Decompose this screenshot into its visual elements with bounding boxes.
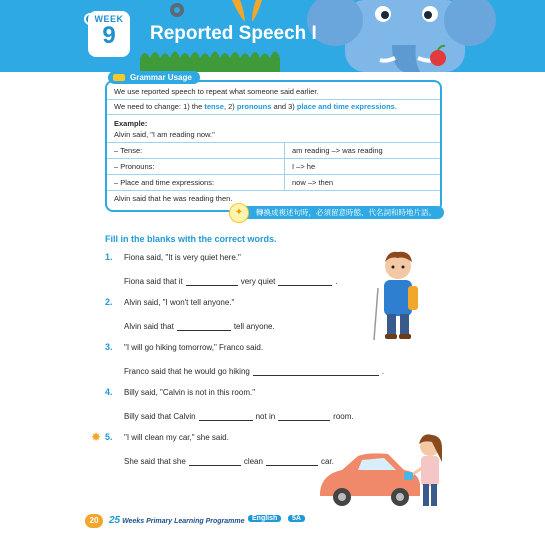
book-icon	[113, 74, 125, 81]
row-label: – Place and time expressions:	[107, 175, 285, 191]
table-row	[107, 143, 440, 159]
answer-text: Franco said that he would go hiking	[124, 367, 250, 376]
girl-car-illustration	[318, 434, 448, 510]
question-quote: Fiona said, "It is very quiet here."	[124, 253, 241, 262]
changes-pronouns: pronouns	[236, 102, 272, 111]
blank-input[interactable]	[177, 321, 231, 331]
blank-input[interactable]	[253, 366, 379, 376]
question-quote: "I will clean my car," she said.	[124, 433, 229, 442]
grammar-intro: We use reported speech to repeat what someone said earlier.	[107, 82, 440, 100]
subject-tag: English	[248, 515, 281, 522]
tip-banner	[236, 206, 444, 219]
hiker-boy-illustration	[368, 248, 428, 348]
question-quote: Alvin said, "I won't tell anyone."	[124, 298, 235, 307]
example-result: Alvin said that he was reading then.	[114, 194, 233, 203]
answer-line	[124, 456, 334, 466]
blank-input[interactable]	[189, 456, 241, 466]
blank-input[interactable]	[186, 276, 238, 286]
answer-text: Alvin said that	[124, 322, 174, 331]
question-3	[105, 342, 435, 382]
grammar-changes	[107, 100, 440, 115]
answer-text: very quiet	[240, 277, 276, 286]
question-quote: "I will go hiking tomorrow," Franco said.	[124, 343, 264, 352]
bulb-icon: ✦	[229, 203, 249, 223]
answer-text: tell anyone.	[233, 322, 275, 331]
question-number: 4.	[105, 387, 113, 397]
question-number: 2.	[105, 297, 113, 307]
changes-end: .	[394, 102, 397, 111]
level-tag: 5A	[288, 515, 305, 522]
week-number: 9	[102, 22, 116, 49]
answer-text: .	[381, 367, 385, 376]
answer-line	[124, 321, 275, 331]
gear-icon	[170, 3, 184, 17]
series-text: Weeks Primary Learning Programme	[122, 518, 245, 525]
answer-text: car.	[320, 457, 334, 466]
example-block	[107, 115, 440, 143]
blank-input[interactable]	[278, 411, 330, 421]
answer-line	[124, 276, 338, 286]
grammar-box	[105, 80, 442, 212]
question-number: 5.	[105, 432, 113, 442]
answer-text: not in	[255, 412, 276, 421]
page-number: 20	[85, 514, 103, 528]
question-number: 3.	[105, 342, 113, 352]
row-change: I –> he	[285, 159, 441, 175]
question-2	[105, 297, 365, 337]
row-change: now –> then	[285, 175, 441, 191]
page-header	[0, 0, 545, 72]
week-badge	[88, 11, 130, 57]
answer-text: Billy said that Calvin	[124, 412, 196, 421]
question-number: 1.	[105, 252, 113, 262]
week-label: WEEK	[94, 14, 124, 24]
row-label: – Pronouns:	[107, 159, 285, 175]
blank-input[interactable]	[278, 276, 332, 286]
example-sentence: Alvin said, "I am reading now."	[114, 130, 215, 139]
answer-text: Fiona said that it	[124, 277, 183, 286]
grammar-usage-tab	[108, 71, 200, 84]
answer-text: .	[335, 277, 338, 286]
changes-prefix: We need to change: 1) the	[114, 102, 205, 111]
answer-line	[124, 366, 384, 376]
star-icon: ✸	[91, 430, 102, 444]
changes-sep1: , 2)	[223, 102, 237, 111]
changes-table	[107, 143, 440, 191]
question-quote: Billy said, "Calvin is not in this room."	[124, 388, 256, 397]
answer-text: She said that she	[124, 457, 186, 466]
changes-place-time: place and time expressions	[296, 102, 395, 111]
answer-text: room.	[333, 412, 354, 421]
answer-line	[124, 411, 354, 421]
table-row	[107, 159, 440, 175]
question-4	[105, 387, 435, 427]
series-number: 25	[109, 515, 121, 526]
exercise-instructions: Fill in the blanks with the correct words.	[105, 234, 277, 244]
elephant-illustration	[307, 0, 496, 72]
series-title	[109, 515, 245, 526]
answer-text: clean	[243, 457, 263, 466]
grammar-tab-label: Grammar Usage	[130, 73, 192, 82]
row-change: am reading –> was reading	[285, 143, 441, 159]
tip-text: 轉換成複述句時，必須留意時態、代名詞和時地片語。	[256, 208, 436, 217]
row-label: – Tense:	[107, 143, 285, 159]
page-title: Reported Speech I	[150, 23, 317, 44]
question-1	[105, 252, 365, 292]
blank-input[interactable]	[266, 456, 318, 466]
example-label: Example:	[114, 119, 148, 128]
changes-sep2: and 3)	[271, 102, 297, 111]
table-row	[107, 175, 440, 191]
changes-tense: tense	[204, 102, 224, 111]
blank-input[interactable]	[199, 411, 253, 421]
